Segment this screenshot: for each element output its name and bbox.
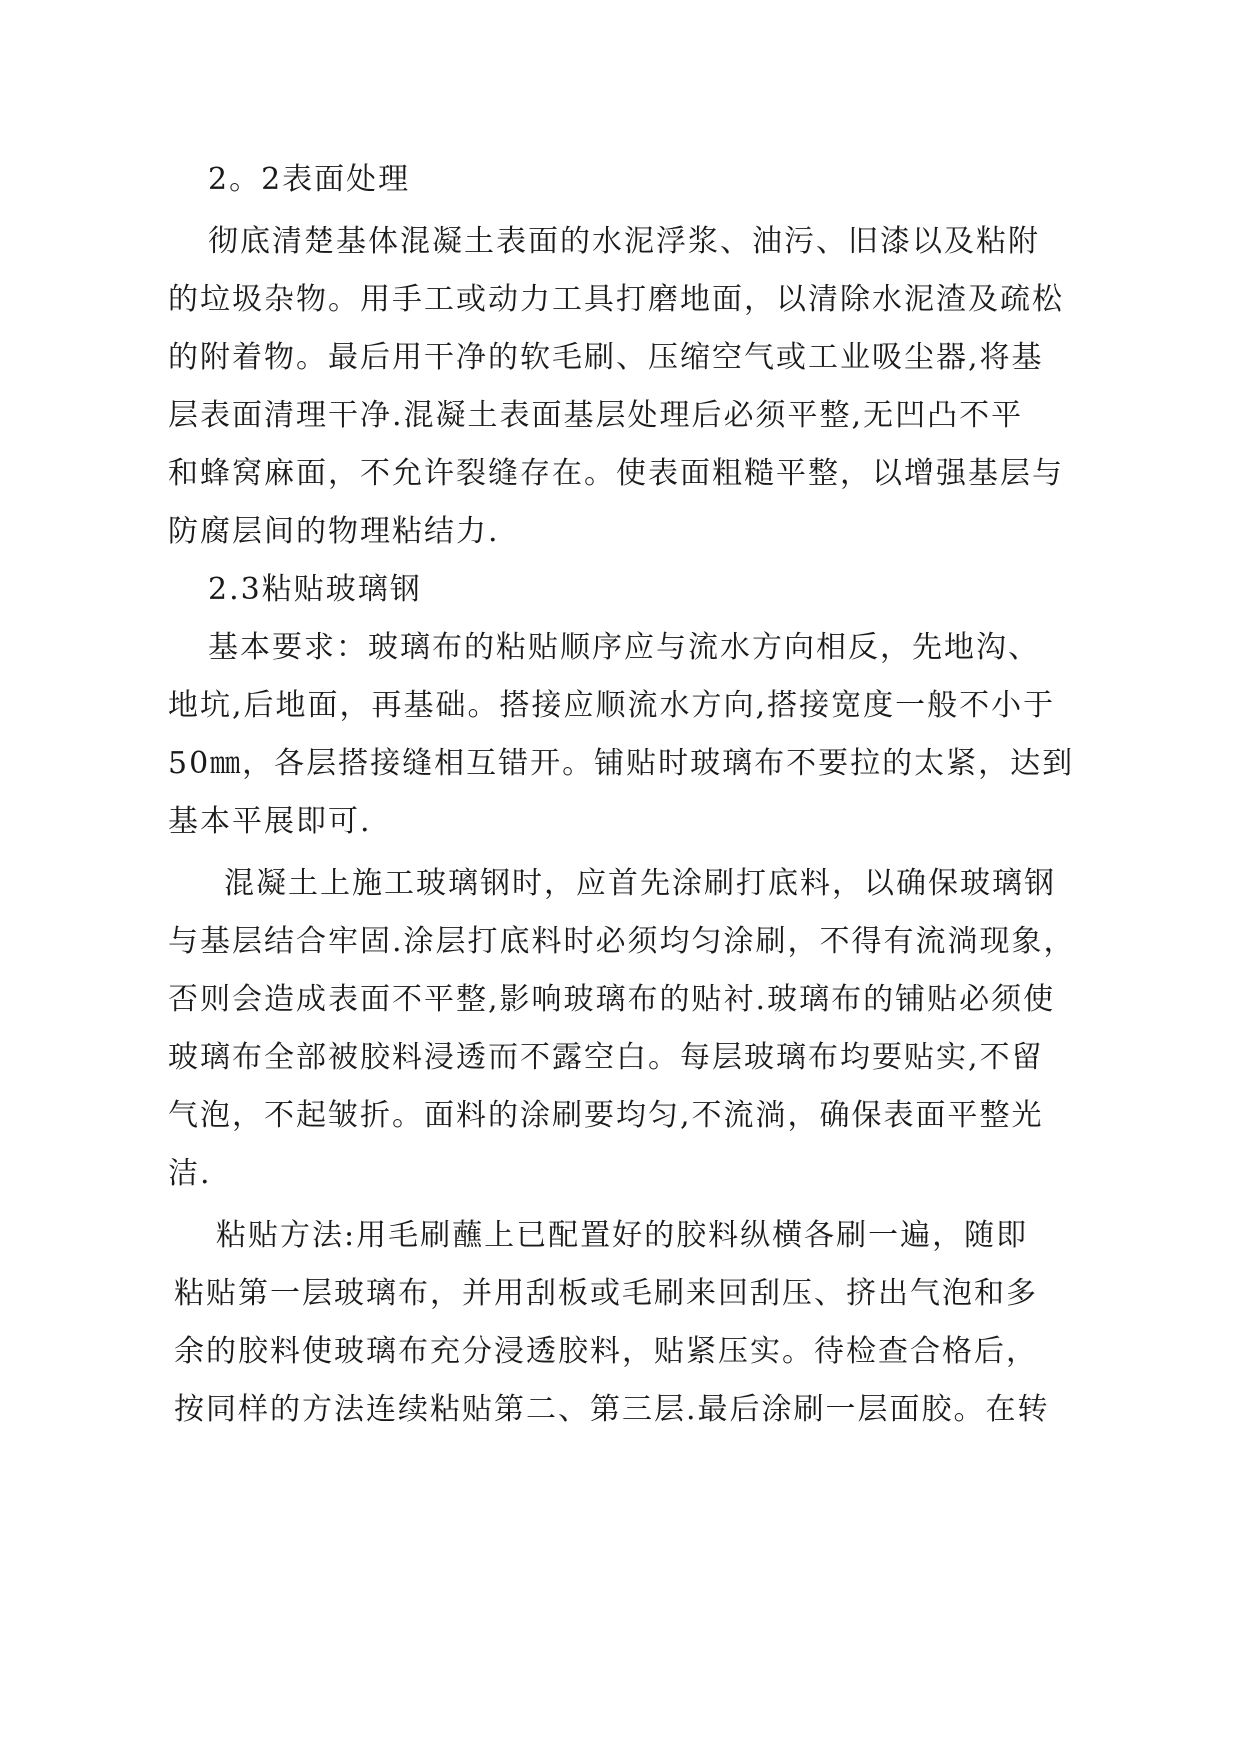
document-page: 2。2表面处理 彻底清楚基体混凝土表面的水泥浮浆、油污、旧漆以及粘附 的垃圾杂物。用手工或动力工具打磨地面，以清除水泥渣及疏松 的附着物。最后用干净的软毛刷、压缩空气或工业吸尘器,将基 层表面清理干净.混凝土表面基层处理后必须平整,无凹凸不平 和蜂窝麻面，不允许裂缝存在。使表面粗糙平整，以增强基层与 防腐层间的物理粘结力. 2.3粘贴玻璃钢 基本要求：玻璃布的粘贴顺序应与流水方向相反，先地沟、 地坑,后地面，再基础。搭接应顺流水方向,搭接宽度一般不小于 50㎜，各层搭接缝相互错开。铺贴时玻璃布不要拉的太紧，达到 基本平展即可. 混凝土上施工玻璃钢时，应首先涂刷打底料，以确保玻璃钢 与基层结合牢固.涂层打底料时必须均匀涂刷，不得有流淌现象， 否则会造成表面不平整,影响玻璃布的贴衬.玻璃布的铺贴必须使 玻璃布全部被胶料浸透而不露空白。每层玻璃布均要贴实,不留 气泡，不起皱折。面料的涂刷要均匀,不流淌，确保表面平整光 洁. 粘贴方法:用毛刷蘸上已配置好的胶料纵横各刷一遍，随即 粘贴第一层玻璃布，并用刮板或毛刷来回刮压、挤出气泡和多 余的胶料使玻璃布充分浸透胶料，贴紧压实。待检查合格后， 按同样的方法连续粘贴第二、第三层.最后涂刷一层面胶。在转 [168, 162, 1076, 1427]
